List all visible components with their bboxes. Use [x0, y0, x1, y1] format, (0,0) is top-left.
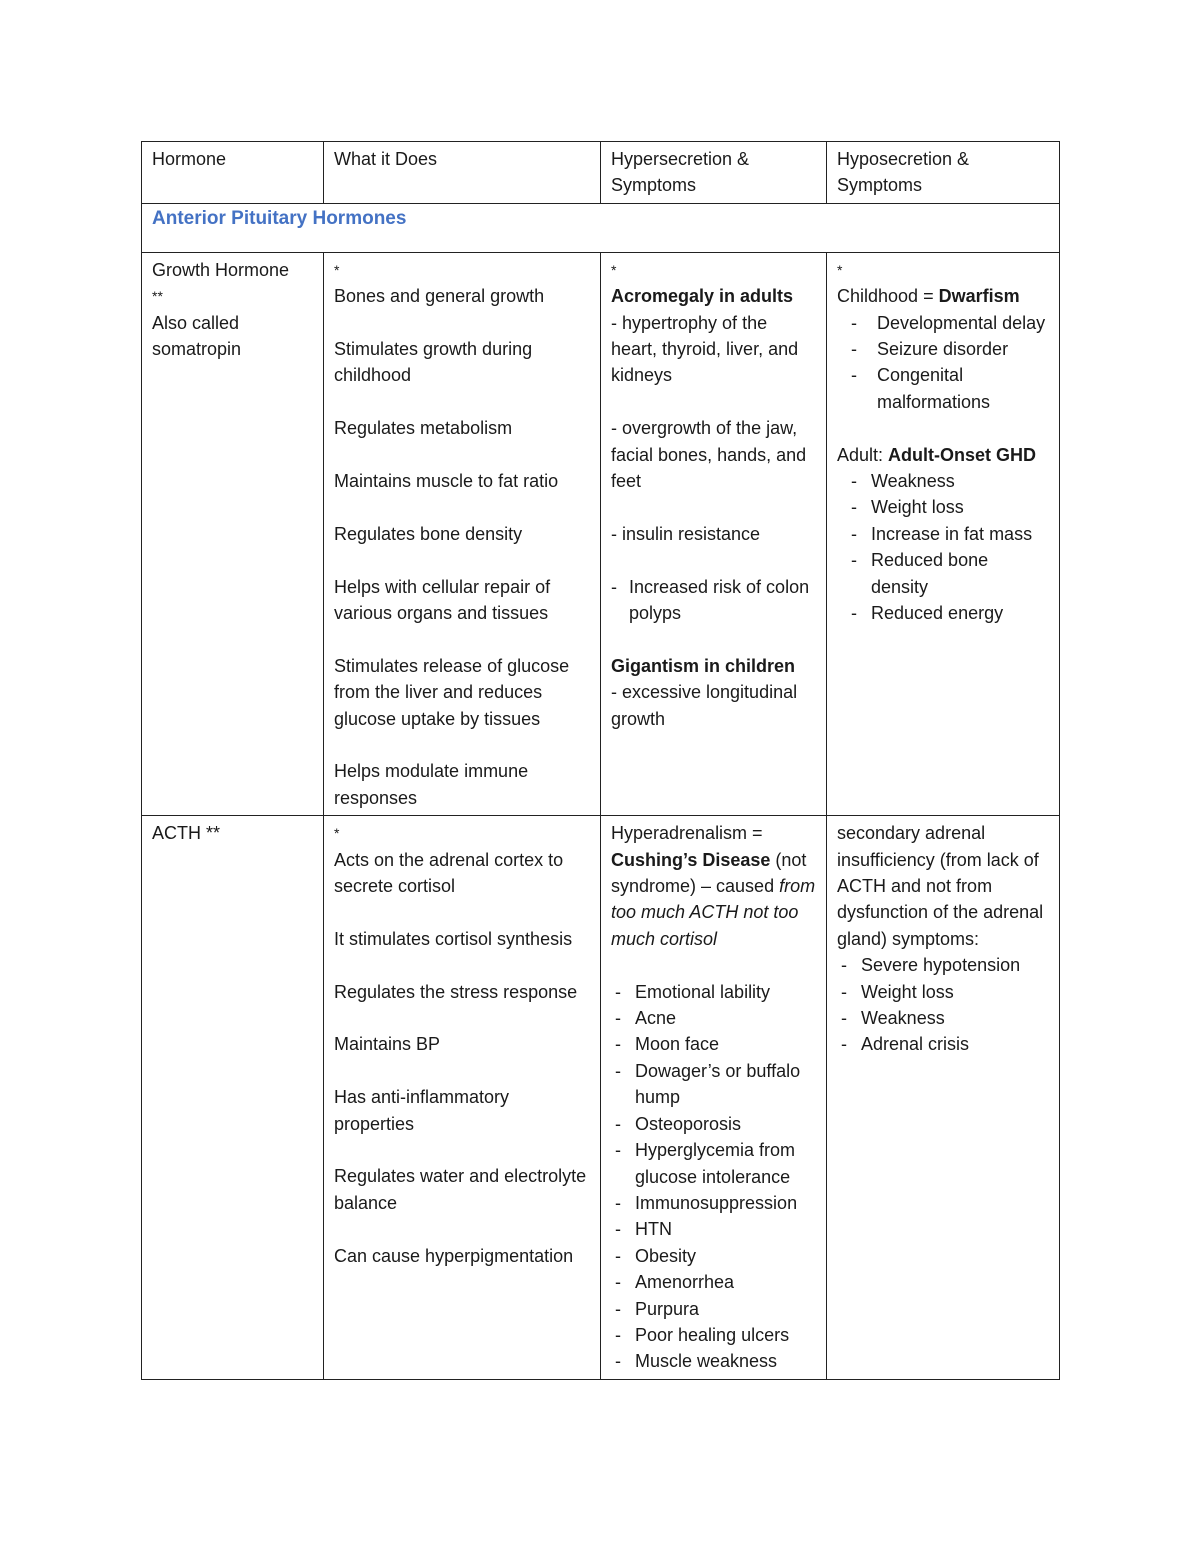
function-item: Acts on the adrenal cortex to secrete cortisol: [334, 849, 564, 897]
list-item: - HTN: [611, 1216, 816, 1242]
symptom-item: - hypertrophy of the heart, thyroid, liver, and kidneys: [611, 312, 799, 386]
hyposecretion-cell: [827, 816, 1060, 1380]
function-item: Maintains BP: [334, 1034, 441, 1055]
symptom-item: - overgrowth of the jaw, facial bones, hands, and feet: [611, 418, 807, 492]
condition-prefix: Childhood =: [837, 286, 939, 307]
hormone-table: [141, 141, 1060, 1380]
condition-title: Cushing’s Disease: [611, 849, 771, 870]
condition-prefix: Adult:: [837, 444, 889, 465]
function-item: Maintains muscle to fat ratio: [334, 471, 559, 492]
asterisk-mark: *: [334, 825, 340, 842]
function-item: Has anti-inflammatory properties: [334, 1087, 510, 1134]
function-item: It stimulates cortisol synthesis: [334, 928, 573, 949]
header-hormone: Hormone: [142, 142, 324, 204]
function-item: Helps modulate immune responses: [334, 761, 529, 808]
condition-cause: from too much ACTH not too much cortisol: [611, 876, 816, 949]
function-item: Helps with cellular repair of various organs and tissues: [334, 576, 551, 624]
function-item: Bones and general growth: [334, 286, 545, 307]
header-row: [142, 142, 1060, 204]
list-item: - Obesity: [611, 1243, 816, 1269]
condition-title: Acromegaly in adults: [611, 286, 794, 307]
header-what-it-does: What it Does: [324, 142, 601, 204]
section-row: [142, 203, 1060, 252]
hormone-cell: [142, 816, 324, 1380]
list-item: - Seizure disorder: [837, 336, 1049, 362]
list-item: - Moon face: [611, 1031, 816, 1057]
importance-marks: **: [152, 288, 163, 305]
asterisk-mark: *: [837, 261, 843, 278]
function-cell: [324, 816, 601, 1380]
list-item: - Muscle weakness: [611, 1348, 816, 1374]
list-item: - Weakness: [847, 468, 1049, 494]
condition-line: [837, 442, 1049, 468]
function-item: Regulates the stress response: [334, 981, 578, 1002]
table-row: [142, 252, 1060, 815]
list-item: - Poor healing ulcers: [611, 1322, 816, 1348]
list-item: - Weight loss: [837, 979, 1049, 1005]
condition-prefix: Hyperadrenalism =: [611, 823, 763, 844]
asterisk-mark: *: [334, 261, 340, 278]
symptom-item: - excessive longitudinal growth: [611, 682, 798, 729]
list-item: - Weakness: [837, 1005, 1049, 1031]
function-item: Regulates metabolism: [334, 418, 513, 439]
condition-line: [837, 283, 1049, 309]
list-item: - Amenorrhea: [611, 1269, 816, 1295]
list-item: - Increase in fat mass: [847, 521, 1049, 547]
list-item: - Hyperglycemia from glucose intolerance: [611, 1137, 816, 1190]
asterisk-mark: *: [611, 261, 617, 278]
hyposecretion-cell: [827, 252, 1060, 815]
symptom-list: [837, 468, 1049, 626]
header-hyposecretion: Hyposecretion & Symptoms: [827, 142, 1060, 204]
condition-title: Gigantism in children: [611, 655, 796, 676]
function-item: Regulates water and electrolyte balance: [334, 1166, 587, 1213]
section-title: Anterior Pituitary Hormones: [142, 203, 1060, 252]
condition-title: Adult-Onset GHD: [888, 444, 1037, 465]
symptom-item: - Increased risk of colon polyps: [611, 574, 816, 627]
symptom-list: [837, 952, 1049, 1058]
condition-title: Dwarfism: [938, 286, 1020, 307]
function-item: Stimulates growth during childhood: [334, 339, 533, 386]
table-row: [142, 816, 1060, 1380]
symptom-list: [837, 310, 1049, 416]
condition-description: [611, 820, 816, 952]
list-item: - Severe hypotension: [837, 952, 1049, 978]
hormone-name: Growth Hormone: [152, 259, 290, 280]
list-item: - Dowager’s or buffalo hump: [611, 1058, 816, 1111]
list-item: - Emotional lability: [611, 979, 816, 1005]
hypersecretion-cell: [601, 252, 827, 815]
function-cell: [324, 252, 601, 815]
list-item: - Adrenal crisis: [837, 1031, 1049, 1057]
hormone-alias: Also called somatropin: [152, 312, 242, 360]
condition-note: (not syndrome) – caused: [611, 849, 807, 897]
list-item: - Purpura: [611, 1296, 816, 1322]
function-item: Regulates bone density: [334, 523, 523, 544]
list-item: - Developmental delay: [837, 310, 1049, 336]
symptom-list: [611, 979, 816, 1375]
list-item: - Weight loss: [847, 494, 1049, 520]
hypersecretion-cell: [601, 816, 827, 1380]
list-item: - Immunosuppression: [611, 1190, 816, 1216]
symptom-item: - insulin resistance: [611, 523, 761, 544]
header-hypersecretion: Hypersecretion & Symptoms: [601, 142, 827, 204]
document-page: [141, 141, 1059, 1380]
list-item: - Reduced energy: [847, 600, 1049, 626]
hormone-name: ACTH **: [152, 823, 221, 844]
function-item: Stimulates release of glucose from the liver and reduces glucose uptake by tissues: [334, 655, 570, 729]
list-item: - Osteoporosis: [611, 1111, 816, 1137]
list-item: - Congenital malformations: [837, 362, 1049, 415]
list-item: - Acne: [611, 1005, 816, 1031]
function-item: Can cause hyperpigmentation: [334, 1245, 574, 1266]
condition-description: secondary adrenal insufficiency (from lack of ACTH and not from dysfunction of the adrenal gland) symptoms:: [837, 823, 1044, 949]
hormone-cell: [142, 252, 324, 815]
list-item: - Reduced bone density: [847, 547, 1049, 600]
